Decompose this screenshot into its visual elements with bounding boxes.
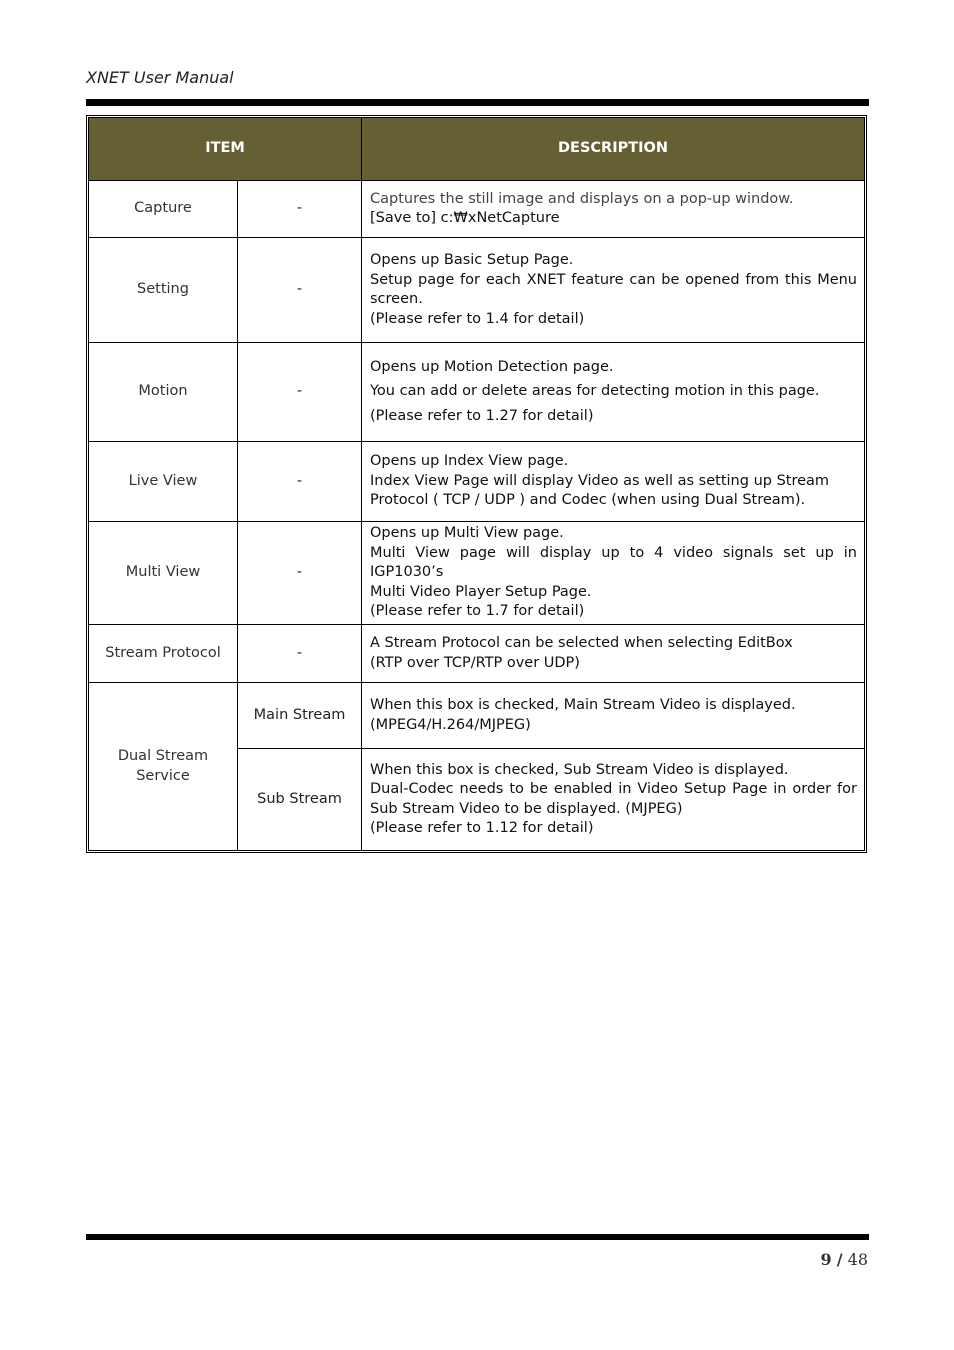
item-cell: Motion: [89, 343, 238, 442]
description-line: (Please refer to 1.27 for detail): [370, 407, 594, 424]
description-line: Dual-Codec needs to be enabled in Video Setup Page in order for: [370, 781, 857, 797]
description-line: Sub Stream Video to be displayed. (MJPEG): [370, 800, 683, 817]
description-line: A Stream Protocol can be selected when selecting EditBox: [370, 635, 793, 651]
table-row: [89, 442, 865, 522]
sub-item-cell: -: [238, 181, 362, 238]
page-separator: /: [836, 1250, 843, 1269]
description-line: (Please refer to 1.4 for detail): [370, 310, 585, 327]
item-cell: Capture: [89, 181, 238, 238]
item-cell: Stream Protocol: [89, 625, 238, 683]
table-row: [89, 683, 865, 749]
description-column-header: DESCRIPTION: [362, 118, 865, 181]
item-description-table-frame: [86, 115, 867, 853]
item-label-line: Service: [136, 767, 190, 784]
description-line: Opens up Motion Detection page.: [370, 358, 614, 375]
description-line: Opens up Index View page.: [370, 453, 569, 470]
page-total: 48: [847, 1250, 868, 1269]
document-header-title: XNET User Manual: [86, 68, 234, 87]
page-number: [820, 1250, 868, 1269]
table-row: [89, 522, 865, 625]
table-row: [89, 238, 865, 343]
item-cell: Live View: [89, 442, 238, 522]
description-line: When this box is checked, Main Stream Video is displayed.: [370, 697, 796, 713]
description-cell: [362, 683, 865, 749]
description-line: (RTP over TCP/RTP over UDP): [370, 654, 580, 671]
description-line: Setup page for each XNET feature can be opened from this Menu: [370, 271, 857, 288]
table-header-row: [89, 118, 865, 181]
description-line: You can add or delete areas for detecting motion in this page.: [370, 383, 820, 400]
header-rule: [86, 99, 869, 106]
description-line: Captures the still image and displays on a pop-up window.: [370, 190, 794, 207]
footer-rule: [86, 1234, 869, 1240]
description-cell: [362, 442, 865, 522]
description-cell: [362, 522, 865, 625]
item-column-header: ITEM: [89, 118, 362, 181]
description-cell: [362, 238, 865, 343]
description-line: [Save to] c:₩xNetCapture: [370, 210, 560, 226]
sub-item-cell-sub-stream: Sub Stream: [238, 749, 362, 851]
description-cell: [362, 749, 865, 851]
sub-item-cell: -: [238, 442, 362, 522]
description-line: When this box is checked, Sub Stream Video is displayed.: [370, 761, 789, 778]
description-cell: [362, 181, 865, 238]
table-row: [89, 181, 865, 238]
sub-item-cell: -: [238, 625, 362, 683]
description-line: Opens up Multi View page.: [370, 525, 564, 542]
description-line: (MPEG4/H.264/MJPEG): [370, 716, 531, 733]
description-line: Multi Video Player Setup Page.: [370, 583, 592, 600]
description-line: Index View Page will display Video as well as setting up Stream: [370, 472, 830, 489]
description-line: (Please refer to 1.12 for detail): [370, 820, 594, 836]
sub-item-cell-main-stream: Main Stream: [238, 683, 362, 749]
table-row: [89, 625, 865, 683]
item-cell-dual-stream-service: [89, 683, 238, 851]
description-line: Protocol ( TCP / UDP ) and Codec (when using Dual Stream).: [370, 492, 806, 509]
item-label-line: Dual Stream: [117, 748, 209, 764]
description-line: Multi View page will display up to 4 video signals set up in IGP1030’s: [370, 544, 857, 581]
description-line: (Please refer to 1.7 for detail): [370, 603, 585, 620]
sub-item-cell: -: [238, 343, 362, 442]
description-cell: [362, 625, 865, 683]
description-line: screen.: [370, 291, 423, 307]
item-description-table: [88, 117, 865, 851]
item-cell: Multi View: [89, 522, 238, 625]
item-cell: Setting: [89, 238, 238, 343]
sub-item-cell: -: [238, 238, 362, 343]
table-row: [89, 343, 865, 442]
description-line: Opens up Basic Setup Page.: [370, 252, 574, 268]
page-current: 9: [820, 1250, 832, 1269]
sub-item-cell: -: [238, 522, 362, 625]
description-cell: [362, 343, 865, 442]
